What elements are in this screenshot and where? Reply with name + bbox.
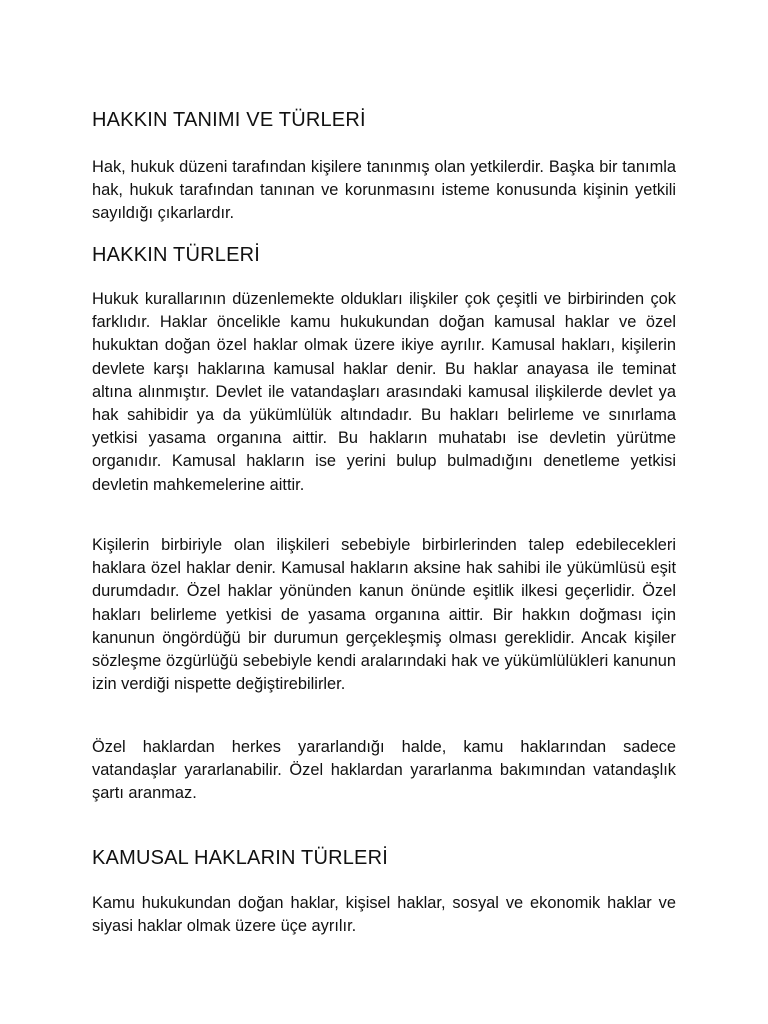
paragraph-kamusal-haklar: Hukuk kurallarının düzenlemekte oldukları ilişkiler çok çeşitli ve birbirinden çok farklıdır. Haklar öncelikle kamu hukukundan doğan kamusal haklar ve özel hukuktan doğan özel haklar olmak üzere ikiye ayrılır. Kamusal hakları, kişilerin devlete karşı haklarına kamusal haklar denir. Bu haklar anayasa ile teminat altına alınmıştır. Devlet ile vatandaşları arasındaki kamusal ilişkilerde devlet ya hak sahibidir ya da yükümlülük altındadır. Bu hakları belirleme ve sınırlama yetkisi yasama organına aittir. Bu hakların muhatabı ise devletin yürütme organıdır. Kamusal hakların ise yerini bulup bulmadığını denetleme yetkisi devletin mahkemelerine aittir. — [92, 290, 676, 494]
paragraph-hak-tanimi: Hak, hukuk düzeni tarafından kişilere tanınmış olan yetkilerdir. Başka bir tanımla hak, hukuk tarafından tanınan ve korunmasını isteme konusunda kişinin yetkili sayıldığı çıkarlardır. — [92, 158, 676, 223]
section-heading-kamusal-haklarin-turleri: KAMUSAL HAKLARIN TÜRLERİ — [92, 847, 388, 869]
paragraph-vatandaslik: Özel haklardan herkes yararlandığı halde, kamu haklarından sadece vatandaşlar yararlanabilir. Özel haklardan yararlanma bakımından vatandaşlık şartı aranmaz. — [92, 738, 676, 803]
section-heading-hakkin-turleri: HAKKIN TÜRLERİ — [92, 244, 261, 266]
document-page — [92, 0, 676, 1024]
paragraph-ozel-haklar: Kişilerin birbiriyle olan ilişkileri sebebiyle birbirlerinden talep edebilecekleri haklara özel haklar denir. Kamusal hakların aksine hak sahibi ile yükümlüsü eşit durumdadır. Özel haklar yönünden kanun önünde eşitlik ilkesi geçerlidir. Özel hakları belirleme yetkisi de yasama organına aittir. Bir hakkın doğması için kanunun öngördüğü bir durumun gerçekleşmiş olması gereklidir. Ancak kişiler sözleşme özgürlüğü sebebiyle kendi aralarındaki hak ve yükümlülükleri kanunun izin verdiği nispette değiştirebilirler. — [92, 536, 676, 694]
paragraph-kamu-haklari-turleri: Kamu hukukundan doğan haklar, kişisel haklar, sosyal ve ekonomik haklar ve siyasi haklar olmak üzere üçe ayrılır. — [92, 894, 676, 936]
section-heading-hakkin-tanimi: HAKKIN TANIMI VE TÜRLERİ — [92, 109, 366, 131]
